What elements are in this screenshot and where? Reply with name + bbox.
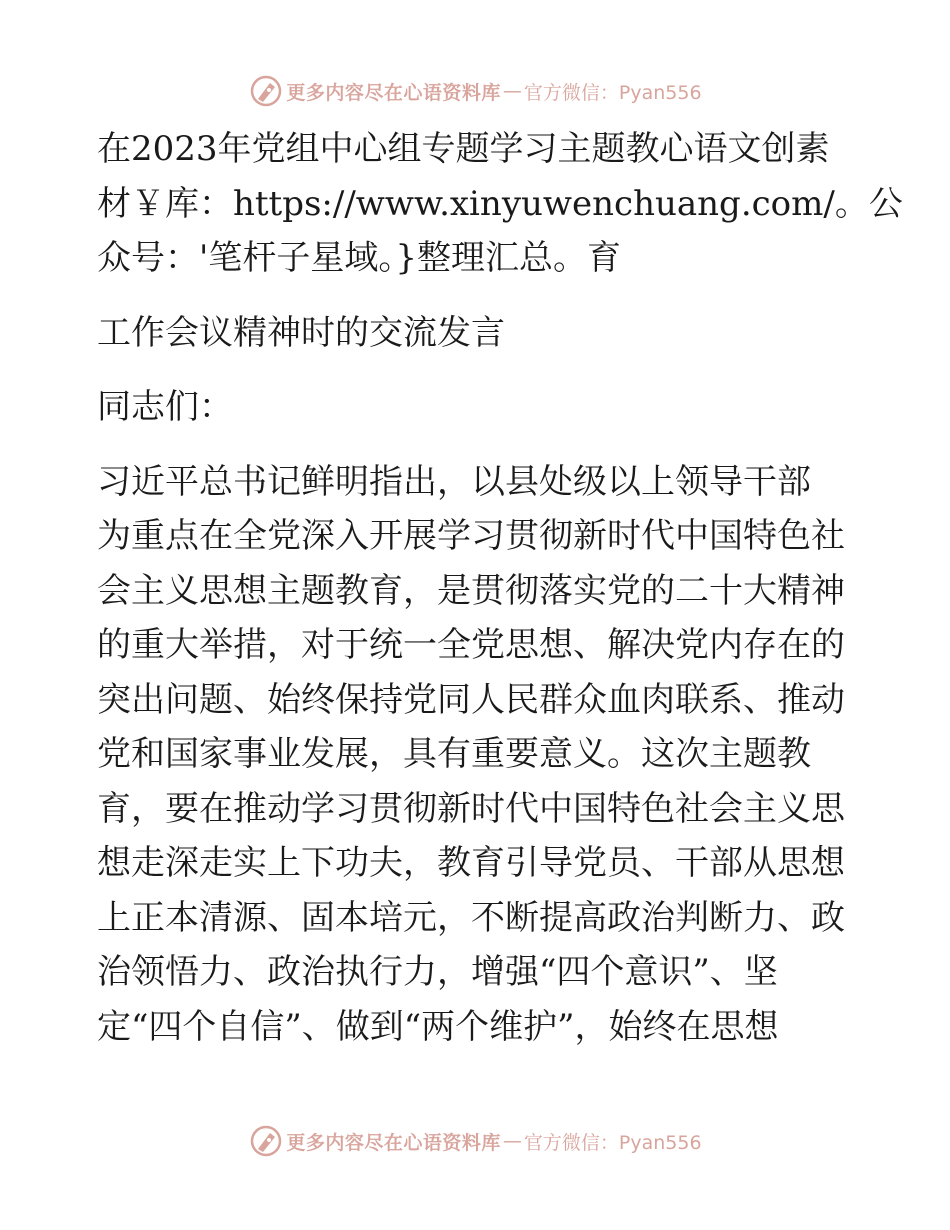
salutation: 同志们： (97, 387, 233, 427)
body-line: 育，要在推动学习贯彻新时代中国特色社会主义思 (97, 788, 845, 829)
body-line: 为重点在全党深入开展学习贯彻新时代中国特色社 (97, 516, 845, 556)
header-line: 在2023年党组中心组专题学习主题教心语文创素 (97, 129, 830, 169)
banner-contact: 官方微信：Pyan556 (523, 81, 702, 104)
body-line: 想走深走实上下功夫，教育引导党员、干部从思想 (97, 843, 845, 883)
pen-nib-circle-icon (248, 73, 284, 109)
body-line: 的重大举措，对于统一全党思想、解决党内存在的 (97, 625, 845, 665)
body-line: 上正本清源、固本培元，不断提高政治判断力、政 (97, 897, 845, 938)
top-watermark-banner (0, 71, 950, 111)
body-line: 党和国家事业发展，具有重要意义。这次主题教 (97, 734, 811, 774)
banner-text: 更多内容尽在心语资料库 (286, 1131, 501, 1154)
bottom-watermark-banner (0, 1121, 950, 1161)
banner-separator: — (502, 1130, 522, 1152)
banner-separator: — (502, 80, 522, 102)
body-line: 突出问题、始终保持党同人民群众血肉联系、推动 (97, 679, 845, 720)
header-line: 众号：'笔杆子星域。}整理汇总。育 (97, 238, 621, 278)
header-line: 材￥库：https://www.xinyuwenchuang.com/。公 (97, 183, 903, 224)
document-subtitle: 工作会议精神时的交流发言 (97, 312, 505, 353)
banner-contact: 官方微信：Pyan556 (523, 1131, 702, 1154)
body-line: 会主义思想主题教育，是贯彻落实党的二十大精神 (97, 570, 845, 611)
body-line: 治领悟力、政治执行力，增强“四个意识”、坚 (97, 952, 778, 992)
body-line: 习近平总书记鲜明指出，以县处级以上领导干部 (97, 461, 811, 502)
pen-nib-circle-icon (248, 1123, 284, 1159)
banner-text: 更多内容尽在心语资料库 (286, 81, 501, 104)
document-body (97, 122, 903, 1054)
body-line: 定“四个自信”、做到“两个维护”，始终在思想 (97, 1006, 779, 1047)
